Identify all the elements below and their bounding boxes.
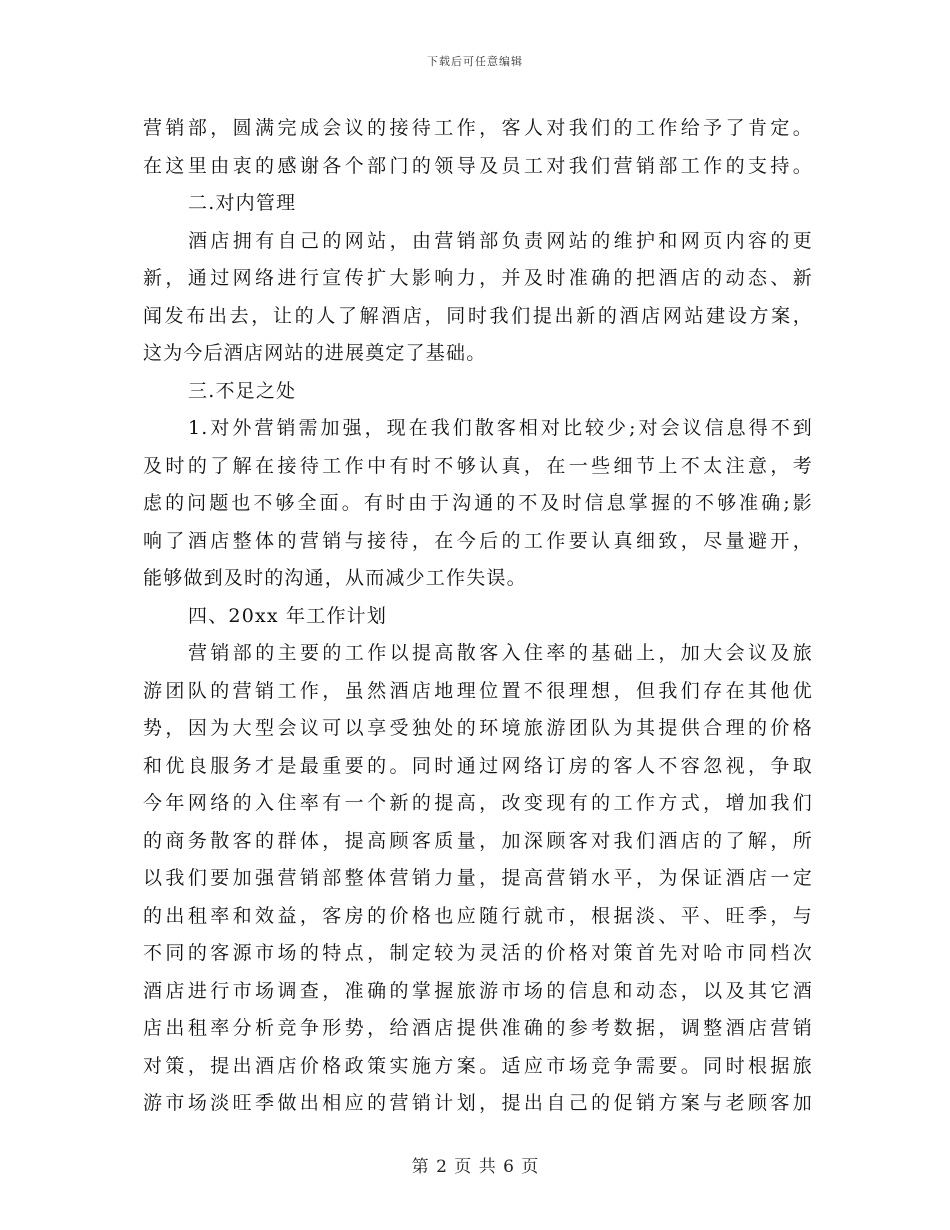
document-body bbox=[143, 110, 813, 1123]
text-line: 1.对外营销需加强，现在我们散客相对比较少;对会议信息得不到 bbox=[188, 417, 813, 439]
text-line: 对策，提出酒店价格政策实施方案。适应市场竞争需要。同时根据旅 bbox=[143, 1054, 813, 1077]
page-header-note: 下载后可任意编辑 bbox=[427, 55, 523, 68]
text-line: 闻发布出去，让的人了解酒店，同时我们提出新的酒店网站建设方案， bbox=[143, 304, 813, 327]
text-line: 的出租率和效益，客房的价格也应随行就市，根据淡、平、旺季，与 bbox=[143, 904, 813, 927]
text-line: 的商务散客的群体，提高顾客质量，加深顾客对我们酒店的了解，所 bbox=[143, 829, 813, 852]
text-line: 新，通过网络进行宣传扩大影响力，并及时准确的把酒店的动态、新 bbox=[143, 267, 813, 289]
text-line: 酒店拥有自己的网站，由营销部负责网站的维护和网页内容的更 bbox=[188, 229, 813, 252]
text-line: 和优良服务才是最重要的。同时通过网络订房的客人不容忽视，争取 bbox=[143, 754, 813, 777]
text-line: 今年网络的入住率有一个新的提高，改变现有的工作方式，增加我们 bbox=[143, 792, 813, 814]
text-line: 酒店进行市场调查，准确的掌握旅游市场的信息和动态，以及其它酒 bbox=[143, 979, 813, 1002]
section-heading: 四、20xx 年工作计划 bbox=[188, 604, 388, 627]
section-heading: 三.不足之处 bbox=[188, 379, 297, 402]
text-line: 虑的问题也不够全面。有时由于沟通的不及时信息掌握的不够准确;影 bbox=[143, 492, 813, 514]
text-line: 不同的客源市场的特点，制定较为灵活的价格对策首先对哈市同档次 bbox=[143, 942, 813, 964]
text-line: 营销部，圆满完成会议的接待工作，客人对我们的工作给予了肯定。 bbox=[143, 117, 813, 139]
text-line: 响了酒店整体的营销与接待，在今后的工作要认真细致，尽量避开， bbox=[143, 529, 813, 552]
text-line: 游团队的营销工作，虽然酒店地理位置不很理想，但我们存在其他优 bbox=[143, 679, 813, 702]
text-line: 营销部的主要的工作以提高散客入住率的基础上，加大会议及旅 bbox=[188, 642, 813, 664]
text-line: 及时的了解在接待工作中有时不够认真，在一些细节上不太注意，考 bbox=[143, 454, 813, 477]
text-line: 势，因为大型会议可以享受独处的环境旅游团队为其提供合理的价格 bbox=[143, 717, 813, 739]
section-heading: 二.对内管理 bbox=[188, 192, 297, 214]
text-line: 游市场淡旺季做出相应的营销计划，提出自己的促销方案与老顾客加 bbox=[143, 1092, 813, 1114]
text-line: 在这里由衷的感谢各个部门的领导及员工对我们营销部工作的支持。 bbox=[143, 154, 813, 177]
text-line: 店出租率分析竞争形势，给酒店提供准确的参考数据，调整酒店营销 bbox=[143, 1017, 813, 1039]
page-number-footer: 第 2 页 共 6 页 bbox=[411, 1157, 539, 1177]
text-line: 这为今后酒店网站的进展奠定了基础。 bbox=[143, 342, 487, 364]
text-line: 以我们要加强营销部整体营销力量，提高营销水平，为保证酒店一定 bbox=[143, 867, 813, 889]
text-line: 能够做到及时的沟通，从而减少工作失误。 bbox=[143, 567, 527, 589]
